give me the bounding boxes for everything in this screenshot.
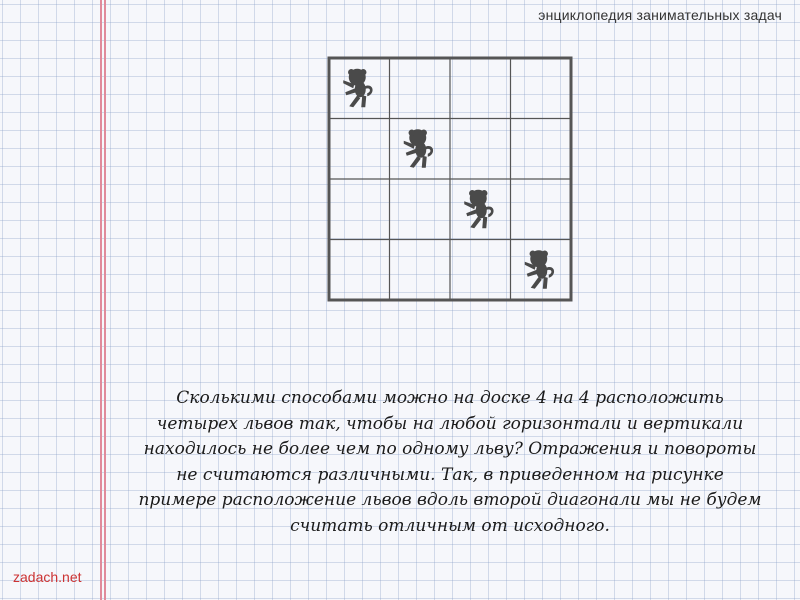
footer-site-link[interactable]: zadach.net <box>13 569 82 585</box>
problem-line: четырех львов так, чтобы на любой горизонтали и вертикали <box>156 413 744 434</box>
board-grid <box>327 56 573 302</box>
problem-line: находилось не более чем по одному льву? Отражения и повороты <box>143 439 757 460</box>
chessboard <box>327 56 573 302</box>
lion-icon <box>525 250 554 289</box>
lion-icon <box>343 69 372 108</box>
problem-line: примере расположение львов вдоль второй диагонали мы не будем <box>138 490 762 511</box>
lion-icon <box>464 190 493 229</box>
problem-line: считать отличным от исходного. <box>290 515 610 536</box>
notebook-margin-line <box>104 0 106 600</box>
problem-line: Сколькими способами можно на доске 4 на 4 расположить <box>176 388 724 408</box>
notebook-margin-line <box>100 0 102 600</box>
problem-line: не считаются различными. Так, в приведенном на рисунке <box>176 464 724 485</box>
lion-icon <box>404 129 433 168</box>
problem-text <box>120 386 780 540</box>
site-title: энциклопедия занимательных задач <box>538 7 782 23</box>
